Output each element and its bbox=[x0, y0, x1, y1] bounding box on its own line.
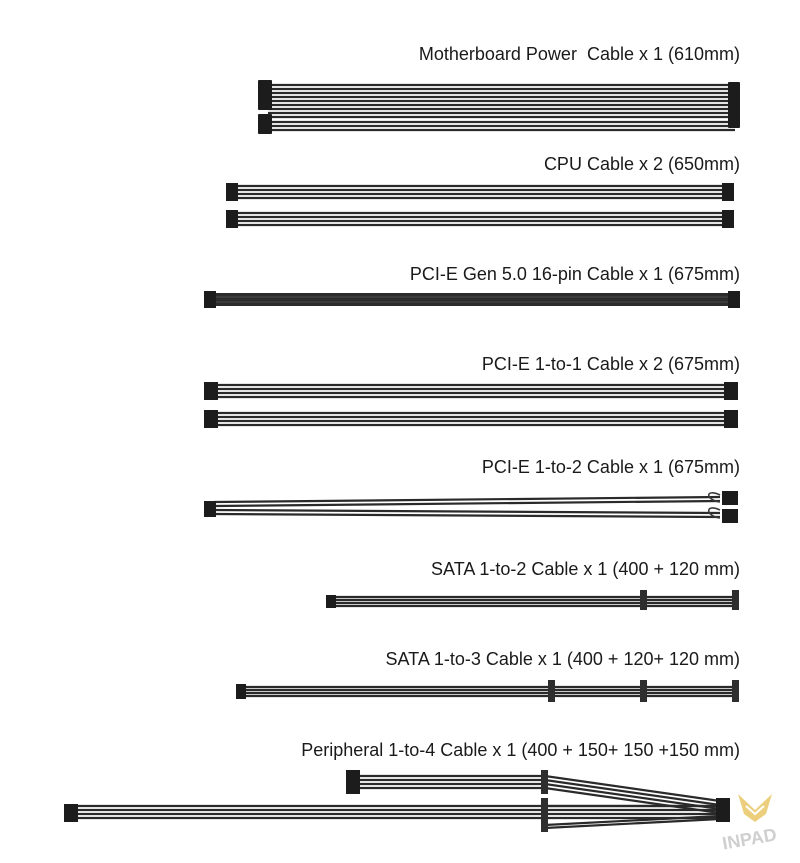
pcie-gen5-cable-image bbox=[204, 291, 740, 308]
cable-label-peripheral-1to4: Peripheral 1-to-4 Cable x 1 (400 + 150+ 150 +150 mm) bbox=[301, 740, 740, 760]
cable-label-cpu: CPU Cable x 2 (650mm) bbox=[543, 154, 740, 174]
cable-label-pcie-gen5: PCI-E Gen 5.0 16-pin Cable x 1 (675mm) bbox=[409, 264, 740, 284]
cable-label-sata-1to2: SATA 1-to-2 Cable x 1 (400 + 120 mm) bbox=[431, 559, 740, 579]
cable-label-pcie-1to1: PCI-E 1-to-1 Cable x 2 (675mm) bbox=[481, 354, 740, 374]
pcie-1to2-cable-image bbox=[204, 491, 738, 523]
cable-label-sata-1to3: SATA 1-to-3 Cable x 1 (400 + 120+ 120 mm) bbox=[385, 649, 740, 669]
motherboard-cable-image bbox=[258, 80, 740, 134]
sata-1to3-cable-image bbox=[236, 680, 739, 702]
inpad-watermark-logo bbox=[716, 788, 794, 855]
watermark-text: INPAD bbox=[720, 824, 779, 850]
peripheral-1to4-cable-image bbox=[64, 770, 730, 832]
sata-1to2-cable-image bbox=[326, 590, 739, 610]
cpu-cable-image bbox=[226, 183, 734, 228]
pcie-1to1-cable-image bbox=[204, 382, 738, 428]
cable-label-pcie-1to2: PCI-E 1-to-2 Cable x 1 (675mm) bbox=[481, 457, 740, 477]
cable-label-motherboard: Motherboard Power Cable x 1 (610mm) bbox=[418, 44, 740, 64]
